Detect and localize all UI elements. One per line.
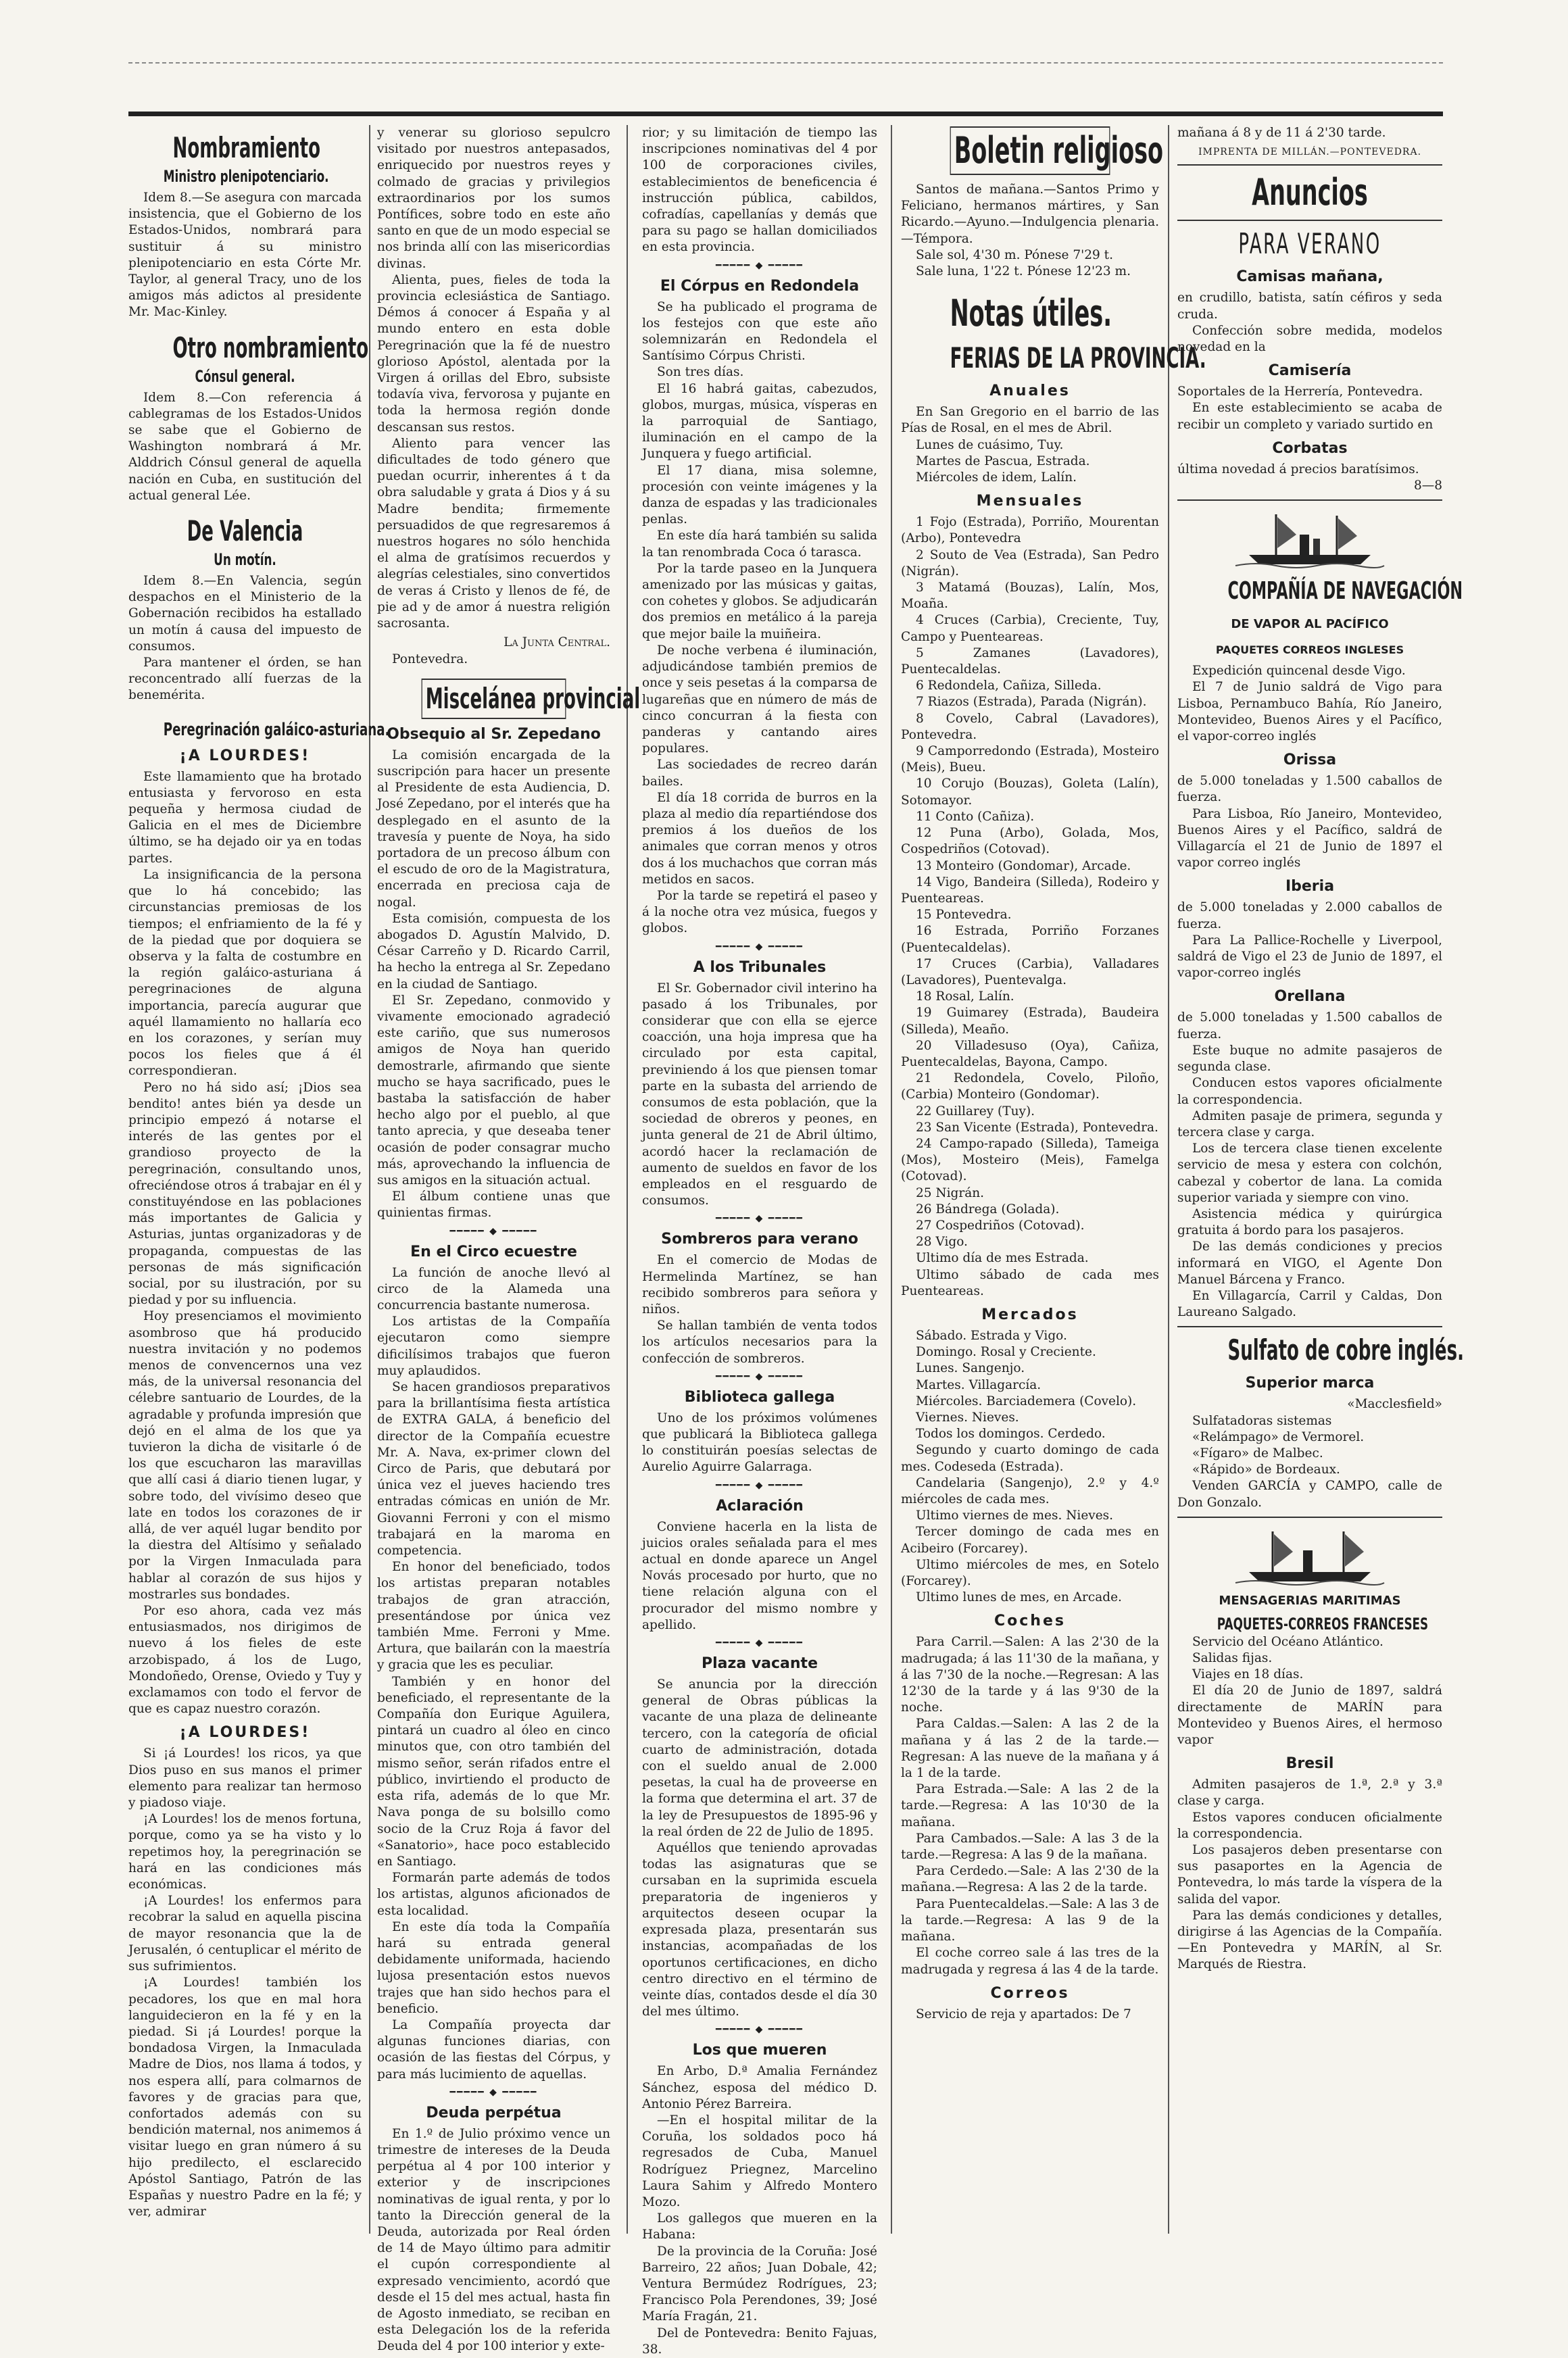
section-title: A los Tribunales <box>693 958 827 976</box>
list-item: 7 Riazos (Estrada), Parada (Nigrán). <box>916 695 1147 710</box>
paragraph: Por eso ahora, cada vez más entusiasmados, nos dirigimos de nuevo á los fieles de este arzobispado, á los de Lugo, Mondoñedo, Orense, Oviedo y Tuy y exclamamos con todo el fervor de que es capaz nuestro corazón. <box>128 1604 362 1717</box>
paragraph: Sale luna, 1'22 t. Pónese 12'23 m. <box>916 264 1131 279</box>
paragraph: Esta comisión, compuesta de los abogados D. Agustín Malvido, D. César Carreño y D. Ricardo Carril, ha hecho la entrega al Sr. Zepedano en la ciudad de Santiago. <box>377 911 610 991</box>
list-item: 4 Cruces (Carbia), Creciente, Tuy, Campo y Puenteareas. <box>901 613 1159 644</box>
column-3 <box>642 125 877 2357</box>
paragraph: Por la tarde paseo en la Junquera amenizado por las músicas y gaitas, con cohetes y globos. Se adjudicarán dos premios en metálico á la pareja que mejor baile la muiñeira. <box>642 561 877 641</box>
list-item: Miércoles de idem, Lalín. <box>916 470 1077 485</box>
headline-notas-utiles: Notas útiles. <box>950 292 1112 335</box>
ship-name: Orissa <box>1283 752 1337 769</box>
subhead-lourdes: ¡A LOURDES! <box>179 747 311 764</box>
headline-compania-navegacion: COMPAÑÍA DE NAVEGACIÓN <box>1227 577 1463 606</box>
list-item: En San Gregorio en el barrio de las Pías de Rosal, en el mes de Abril. <box>901 405 1159 436</box>
list-item: Para Cerdedo.—Sale: A las 2'30 de la mañana.—Regresa: A las 2 de la tarde. <box>901 1864 1159 1895</box>
paragraph: Santos de mañana.—Santos Primo y Feliciano, hermanos mártires, y San Ricardo.—Ayuno.—Indulgencia plenaria.—Témpora. <box>901 182 1159 246</box>
paragraph: El Sr. Gobernador civil interino ha pasado á los Tribunales, por considerar que con ella se ejerce coacción, una hoja impresa que ha circulado por esta capital, previniendo á los que piensen tomar parte en la subasta del arriendo de consumos de esta población, que la sociedad de obreros y peones, en junta general de 21 de Abril último, acordó hacer la reclamación de aumento de sueldos en favor de los empleados en el resguardo de consumos. <box>642 981 877 1208</box>
headline-ferias: FERIAS DE LA PROVINCIA. <box>950 341 1206 375</box>
paragraph: En Arbo, D.ª Amalia Fernández Sánchez, esposa del médico D. Antonio Pérez Barreira. <box>642 2064 877 2111</box>
paragraph: La función de anoche llevó al circo de la Alameda una concurrencia bastante numerosa. <box>377 1265 610 1312</box>
section-title: Coches <box>994 1613 1066 1630</box>
section-title: Deuda perpétua <box>426 2104 562 2121</box>
paragraph: En 1.º de Julio próximo vence un trimestre de intereses de la Deuda perpétua al 4 por 100 interior y exterior y de inscripciones nominativas de igual renta, y por lo tanto la Dirección general de la Deuda, autorizada por Real órden de 14 de Mayo último para admitir el cupón correspondiente al expresado vencimiento, acordó que desde el 15 del mes actual, hasta fin de Agosto inmediato, se reciban en esta Delegación los de la referida Deuda del 4 por 100 interior y exte- <box>377 2126 610 2354</box>
paragraph: Idem 8.—Se asegura con marcada insistencia, que el Gobierno de los Estados-Unidos, nombrará para sustituir á su ministro plenipotenciario en esta Córte Mr. Taylor, al general Tracy, uno de los amigos más adictos al presidente Mr. Mac-Kinley. <box>128 191 362 320</box>
paragraph: Conducen estos vapores oficialmente la correspondencia. <box>1177 1076 1442 1107</box>
section-title: El Córpus en Redondela <box>660 277 860 295</box>
headline-otro-nombramiento: Otro nombramiento <box>172 330 369 364</box>
list-item: 24 Campo-rapado (Silleda), Tameiga (Mos), Mosteiro (Meis), Famelga (Cotovad). <box>901 1136 1159 1184</box>
headline-sulfato: Sulfato de cobre inglés. <box>1227 1333 1464 1367</box>
headline-miscelanea: Miscelánea provincial <box>422 679 566 719</box>
paragraph: En este día toda la Compañía hará su entrada general debidamente uniformada, haciendo lujosa presentación estos nuevos trajes que han sido hechos para el beneficio. <box>377 1919 610 2016</box>
list-item: 16 Estrada, Porriño Forzanes (Puentecaldelas). <box>901 924 1159 955</box>
paragraph: última novedad á precios baratísimos. <box>1177 462 1419 476</box>
paragraph: Del de Pontevedra: Benito Fajuas, 38. <box>642 2326 877 2357</box>
paragraph: Conviene hacerla en la lista de juicios orales señalada para el mes actual en donde aparece un Angel Novás procesado por hurto, que no tiene relación alguna con el procurador del mismo nombre y apellido. <box>642 1519 877 1632</box>
section-title: Obsequio al Sr. Zepedano <box>387 725 601 743</box>
list-item: 3 Matamá (Bouzas), Lalín, Mos, Moaña. <box>901 581 1159 612</box>
paragraph: Pero no há sido así; ¡Dios sea bendito! antes bién ya desde un principio empezó á notarse el interés de las gentes por el grandioso proyecto de la peregrinación, consultando unos, ofreciéndose otros á trabajar en él y constituyéndose en las poblaciones más importantes de Galicia y Asturias, juntas organizadoras y de propaganda, compuestas de las personas de más significación social, por su ilustración, por su piedad y por su influencia. <box>128 1080 362 1308</box>
list-item: 6 Redondela, Cañiza, Silleda. <box>916 679 1102 693</box>
paragraph: El 7 de Junio saldrá de Vigo para Lisboa, Pernambuco Bahía, Río Janeiro, Montevideo, Buenos Aires y el Pacífico, el vapor-correo inglés <box>1177 680 1442 744</box>
section-title: Mercados <box>981 1306 1079 1323</box>
paragraph: Sale sol, 4'30 m. Pónese 7'29 t. <box>916 247 1113 262</box>
subhead-lourdes: ¡A LOURDES! <box>179 1724 311 1742</box>
section-title: Correos <box>990 1984 1070 2002</box>
separator-ornament <box>642 1371 877 1382</box>
headline-valencia: De Valencia <box>187 514 303 548</box>
paragraph: ¡A Lourdes! también los pecadores, los que en mal hora languidecieron en la fé y en la piedad. Si ¡á Lourdes! porque la bondadosa Virgen, la Inmaculada Madre de Dios, nos llama á todos, y nos espera allí, para colmarnos de favores y de gracias para que, confortados además con su bendición maternal, nos animemos á visitar luego en gran número á su hijo predilecto, el esclarecido Apóstol Santiago, Patrón de las Españas y nuestro Padre en la fé; y ver, admirar <box>128 1975 362 2219</box>
list-item: Todos los domingos. Cerdedo. <box>916 1427 1106 1442</box>
paragraph: Uno de los próximos volúmenes que publicará la Biblioteca gallega lo constituirán poesías selectas de Aurelio Aguirre Galarraga. <box>642 1410 877 1475</box>
list-item: Ultimo día de mes Estrada. <box>916 1251 1089 1266</box>
paragraph: Aquéllos que teniendo aprovadas todas las asignaturas que se cursaban en la suprimida escuela preparatoria de ingenieros y arquitectos deseen ocupar la expresada plaza, presentarán sus instancias, acompañadas de los oportunos certificaciones, en dicho centro directivo en el término de veinte días, contados desde el día 30 del mes último. <box>642 1841 877 2019</box>
list-item: 15 Pontevedra. <box>916 908 1012 923</box>
list-item: Lunes. Sangenjo. <box>916 1361 1025 1376</box>
paragraph: Se hallan también de venta todos los artículos necesarios para la confección de sombreros. <box>642 1319 877 1366</box>
ship-name: Bresil <box>1285 1755 1334 1773</box>
subhead: Cónsul general. <box>195 366 295 386</box>
subhead: Un motín. <box>214 550 276 570</box>
list-item: 1 Fojo (Estrada), Porriño, Mourentan (Arbo), Pontevedra <box>901 515 1159 546</box>
paragraph: Sulfatadoras sistemas <box>1192 1413 1332 1428</box>
paragraph: ¡A Lourdes! los de menos fortuna, porque, como ya se ha visto y lo repetimos hoy, la peregrinación se hará en las condiciones más económicas. <box>128 1812 362 1892</box>
divider <box>1177 220 1442 221</box>
paragraph: —En el hospital militar de la Coruña, los soldados poco há regresados de Cuba, Manuel Rodríguez Priegnez, Marcelino Laura Sahim y Alfredo Montero Mozo. <box>642 2113 877 2209</box>
paragraph: El día 18 corrida de burros en la plaza al medio día repartiéndose dos premios á los dueños de los animales que corran menos y otros dos á los muchachos que corran más metidos en sacos. <box>642 790 877 887</box>
list-item: Tercer domingo de cada mes en Acibeiro (Forcarey). <box>901 1525 1159 1556</box>
list-item: Para Cambados.—Sale: A las 3 de la tarde.—Regresa: A las 9 de la mañana. <box>901 1831 1159 1863</box>
ad-subtitle: PAQUETES CORREOS INGLESES <box>1215 643 1404 657</box>
paragraph: En el comercio de Modas de Hermelinda Martínez, se han recibido sombreros para señora y niños. <box>642 1253 877 1317</box>
separator-ornament <box>642 2024 877 2035</box>
list-item: 2 Souto de Vea (Estrada), San Pedro (Nigrán). <box>901 547 1159 579</box>
list-item: 10 Corujo (Bouzas), Goleta (Lalín), Sotomayor. <box>901 777 1159 808</box>
list-item: 14 Vigo, Bandeira (Silleda), Rodeiro y Puenteareas. <box>901 875 1159 906</box>
ship-name: Orellana <box>1274 988 1346 1006</box>
imprint-line: IMPRENTA DE MILLÁN.—PONTEVEDRA. <box>1177 144 1442 166</box>
paragraph: y venerar su glorioso sepulcro visitado por nuestros antepasados, enriquecido por nuestros reyes y colmado de gracias y privilegios extraordinarios por los sumos Pontífices, sobre todo en este año santo en que de un modo especial se nos brinda allí con las misericordias divinas. <box>377 126 610 271</box>
headline-nombramiento: Nombramiento <box>172 131 321 164</box>
ad-subtitle: Superior marca <box>1245 1375 1375 1392</box>
paragraph: Los gallegos que mueren en la Habana: <box>642 2211 877 2242</box>
signature: La Junta Central. <box>504 635 610 650</box>
paragraph: En este día hará también su salida la tan renombrada Coca ó tarasca. <box>642 529 877 560</box>
list-item: Ultimo viernes de mes. Nieves. <box>916 1508 1114 1523</box>
paragraph: El día 20 de Junio de 1897, saldrá directamente de MARÍN para Montevideo y Buenos Aires, el hermoso vapor <box>1177 1684 1442 1747</box>
ad-subtitle: MENSAGERIAS MARITIMAS <box>1219 1593 1401 1608</box>
column-separator <box>1168 125 1169 2234</box>
list-item: Martes de Pascua, Estrada. <box>916 453 1090 468</box>
ad-number: 8—8 <box>1413 478 1442 493</box>
paragraph: Para las demás condiciones y detalles, dirigirse á las Agencias de la Compañía.—En Pontevedra y MARÍN, al Sr. Marqués de Riestra. <box>1177 1908 1442 1972</box>
separator-ornament <box>642 1638 877 1648</box>
headline-paquetes-franceses: PAQUETES-CORREOS FRANCESES <box>1217 1614 1429 1634</box>
list-item: Para Estrada.—Sale: A las 2 de la tarde.—Regresa: A las 10'30 de la mañana. <box>901 1782 1159 1829</box>
paragraph: De la provincia de la Coruña: José Barreiro, 22 años; Juan Dobale, 42; Ventura Bermúdez Rodrígues, 23; Francisco Pola Perendones, 39; José María Fragán, 21. <box>642 2244 877 2324</box>
paragraph: Este buque no admite pasajeros de segunda clase. <box>1177 1043 1442 1075</box>
paragraph: Si ¡á Lourdes! los ricos, ya que Dios puso en sus manos el primer elemento para realizar tan hermoso y piadoso viaje. <box>128 1746 362 1811</box>
paragraph: Hoy presenciamos el movimiento asombroso que há producido nuestra invitación y no podemos menos de convencernos una vez más, de la universal resonancia del célebre santuario de Lourdes, de la agradable y profunda impresión que dejó en el alma de los que ya tuvieron la dicha de visitarle ó de los que escucharon las maravillas que allí casi á diario tienen lugar, y sobre todo, del vivísimo deseo que late en todos los corazones de ir allá, de ver aquél lugar bendito por la diestra del Altísimo y señalado por la Virgen Inmaculada para hablar al corazón de sus hijos y mostrarles sus bondades. <box>128 1309 362 1602</box>
list-item: 5 Zamanes (Lavadores), Puentecaldelas. <box>901 645 1159 677</box>
paragraph: Estos vapores conducen oficialmente la correspondencia. <box>1177 1810 1442 1841</box>
list-item: 26 Bándrega (Golada). <box>916 1202 1060 1217</box>
paragraph: Confección sobre medida, modelos novedad en la <box>1177 323 1442 355</box>
list-item: Candelaria (Sangenjo), 2.º y 4.º miércoles de cada mes. <box>901 1475 1159 1507</box>
list-item: Domingo. Rosal y Creciente. <box>916 1345 1096 1360</box>
column-1 <box>128 125 390 2234</box>
paragraph: Admiten pasajeros de 1.ª, 2.ª y 3.ª clase y carga. <box>1177 1777 1442 1809</box>
paragraph: Los de tercera clase tienen excelente servicio de mesa y estera con colchón, cabezal y cobertor de lana. La comida superior variada y siempre con vino. <box>1177 1141 1442 1205</box>
paragraph: Los artistas de la Compañía ejecutaron como siempre dificilísimos trabajos que fueron muy aplaudidos. <box>377 1315 610 1378</box>
paragraph: de 5.000 toneladas y 2.000 caballos de fuerza. <box>1177 900 1442 931</box>
paragraph: De noche verbena é iluminación, adjudicándose también premios de once y seis pesetas á la comparsa de lugareñas que en número de más de cinco concurran á la fiesta con panderas y cantando aires populares. <box>642 643 877 756</box>
paragraph: Expedición quincenal desde Vigo. <box>1192 664 1406 679</box>
section-title: Anuales <box>989 383 1071 400</box>
top-dashed-rule <box>128 62 1443 64</box>
list-item: Martes. Villagarcía. <box>916 1377 1042 1392</box>
section-title: Aclaración <box>716 1497 804 1515</box>
paragraph: mañana á 8 y de 11 á 2'30 tarde. <box>1177 126 1386 140</box>
steamship-icon <box>1235 1525 1384 1586</box>
list-item: 17 Cruces (Carbia), Valladares (Lavadores), Puentevalga. <box>901 956 1159 987</box>
section-title: En el Circo ecuestre <box>410 1243 577 1260</box>
paragraph: Servicio del Océano Atlántico. <box>1192 1634 1383 1649</box>
divider <box>1177 1517 1442 1518</box>
separator-ornament <box>642 941 877 952</box>
column-separator <box>627 125 628 2234</box>
list-item: 22 Guillarey (Tuy). <box>916 1104 1035 1119</box>
paragraph: La comisión encargada de la suscripción para hacer un presente al Presidente de esta Audiencia, D. José Zepedano, por el interés que ha desplegado en el asunto de la travesía y puente de Noya, ha sido portadora de un precoso álbum con el escudo de oro de la Magistratura, encerrada en preciosa caja de nogal. <box>377 747 610 910</box>
list-item: Miércoles. Barciademera (Covelo). <box>916 1394 1137 1408</box>
headline-anuncios: Anuncios <box>1252 171 1368 214</box>
separator-ornament <box>642 1213 877 1224</box>
column-separator <box>891 125 892 2234</box>
section-title: Sombreros para verano <box>661 1231 858 1248</box>
ad-subtitle: Camisas mañana, <box>1236 268 1383 286</box>
subhead: Ministro plenipotenciario. <box>163 167 329 186</box>
paragraph: Se hacen grandiosos preparativos para la brillantísima fiesta artística de EXTRA GALA, á beneficio del director de la Compañía ecuestre Mr. A. Nava, ex-primer clown del Circo de Paris, que debutará por única vez el jueves haciendo tres entradas cómicas en unión de Mr. Giovanni Ferroni y con el mismo trabajará en la maroma en competencia. <box>377 1380 610 1558</box>
list-item: Para Puentecaldelas.—Sale: A las 3 de la tarde.—Regresa: A las 9 de la mañana. <box>901 1896 1159 1944</box>
list-item: 19 Guimarey (Estrada), Baudeira (Silleda), Meaño. <box>901 1006 1159 1037</box>
paragraph: También y en honor del beneficiado, el representante de la Compañía don Eurique Aguilera, pintará un cuadro al óleo en cinco minutos que, con otro también del mismo señor, serán rifados entre el público, invirtiendo el producto de esta rifa, además de lo que Mr. Nava ponga de su bolsillo como socio de la Cruz Roja á favor del «Sanatorio», hace poco establecido en Santiago. <box>377 1674 610 1869</box>
paragraph: En Villagarcía, Carril y Caldas, Don Laureano Salgado. <box>1177 1288 1442 1320</box>
list-item: El coche correo sale á las tres de la madrugada y regresa á las 4 de la tarde. <box>901 1946 1159 1977</box>
paragraph: Salidas fijas. <box>1192 1650 1273 1665</box>
separator-ornament <box>377 2087 610 2098</box>
column-4 <box>901 125 1206 2234</box>
paragraph: El 17 diana, misa solemne, procesión con veinte imágenes y la danza de espadas y las tradicionales penlas. <box>642 463 877 527</box>
paragraph: En honor del beneficiado, todos los artistas preparan notables trabajos de gran atracción, presentándose por única vez también Mme. Ferroni y Mme. Artura, que bailarán con la maestría y gracia que les es peculiar. <box>377 1560 610 1673</box>
paragraph: Soportales de la Herrería, Pontevedra. <box>1177 385 1423 399</box>
paragraph: Asistencia médica y quirúrgica gratuita á bordo para los pasajeros. <box>1177 1206 1442 1238</box>
paragraph: «Fígaro» de Malbec. <box>1192 1446 1323 1460</box>
divider <box>1177 1326 1442 1327</box>
ad-title: PARA VERANO <box>1238 227 1381 261</box>
paragraph: en crudillo, batista, satín céfiros y seda cruda. <box>1177 291 1442 322</box>
list-item: Ultimo miércoles de mes, en Sotelo (Forcarey). <box>901 1557 1159 1589</box>
place-line: Pontevedra. <box>392 652 468 666</box>
brand-name: «Macclesfield» <box>1347 1397 1442 1412</box>
paragraph: Formarán parte además de todos los artistas, algunos aficionados de esta localidad. <box>377 1871 610 1918</box>
list-item: 12 Puna (Arbo), Golada, Mos, Cospedriños (Cotovad). <box>901 826 1159 857</box>
ad-subtitle: Camisería <box>1268 362 1352 380</box>
paragraph: de 5.000 toneladas y 1.500 caballos de fuerza. <box>1177 1010 1442 1041</box>
list-item: 9 Camporredondo (Estrada), Mosteiro (Meis), Bueu. <box>901 744 1159 775</box>
separator-ornament <box>642 260 877 271</box>
paragraph: Viajes en 18 días. <box>1192 1667 1304 1682</box>
list-item: Ultimo lunes de mes, en Arcade. <box>916 1590 1122 1605</box>
paragraph: El Sr. Zepedano, conmovido y vivamente emocionado agradeció este cariño, que sus numerosos amigos de Noya han querido demostrarle, afirmando que siente mucho se haya sacrificado, pues le bastaba la satisfacción de haber hecho algo por el pueblo, al que tanto aprecia, y que deseaba tener ocasión de poder consagrar mucho más, aprovechando la influencia de sus amigos en la situación actual. <box>377 993 610 1187</box>
paragraph: Por la tarde se repetirá el paseo y á la noche otra vez música, fuegos y globos. <box>642 888 877 936</box>
divider <box>1177 499 1442 501</box>
paragraph: Los pasajeros deben presentarse con sus pasaportes en la Agencia de Pontevedra, lo más tarde la víspera de la salida del vapor. <box>1177 1843 1442 1907</box>
ad-subtitle: DE VAPOR AL PACÍFICO <box>1231 617 1389 632</box>
list-item: Sábado. Estrada y Vigo. <box>916 1328 1067 1343</box>
paragraph: De las demás condiciones y precios informará en VIGO, el Agente Don Manuel Bárcena y Franco. <box>1177 1239 1442 1287</box>
paragraph: ¡A Lourdes! los enfermos para recobrar la salud en aquella piscina de mayor resonancia que la de Jerusalén, ó centuplicar el mérito de sus sufrimientos. <box>128 1894 362 1974</box>
list-item: Viernes. Nieves. <box>916 1410 1019 1425</box>
paragraph: Idem 8.—En Valencia, según despachos en el Ministerio de la Gobernación recibidos ha estallado un motín á causa del impuesto de consumos. <box>128 574 362 654</box>
paragraph: «Relámpago» de Vermorel. <box>1192 1429 1365 1444</box>
paragraph: Para La Pallice-Rochelle y Liverpool, saldrá de Vigo el 23 de Junio de 1897, el vapor-correo inglés <box>1177 933 1442 981</box>
paragraph: La insignificancia de la persona que lo há concebido; las circunstancias premiosas de los tiempos; el enfriamiento de la fé y de la piedad que por doquiera se observa y la falta de costumbre en la región galáico-asturiana á peregrinaciones de alguna importancia, parecía augurar que aquél llamamiento no hallaría eco en los corazones, y serían muy pocos los fieles que á él correspondieran. <box>128 867 362 1079</box>
paragraph: «Rápido» de Bordeaux. <box>1192 1463 1340 1477</box>
paragraph: Se ha publicado el programa de los festejos con que este año solemnizarán en Redondela el Santísimo Córpus Christi. <box>642 299 877 364</box>
paragraph: Para mantener el órden, se han reconcentrado allí fuerzas de la benemérita. <box>128 656 362 703</box>
paragraph: Para Lisboa, Río Janeiro, Montevideo, Buenos Aires y el Pacífico, saldrá de Villagarcía el 21 de Junio de 1897 el vapor correo inglés <box>1177 806 1442 870</box>
paragraph: En este establecimiento se acaba de recibir un completo y variado surtido en <box>1177 401 1442 432</box>
separator-ornament <box>377 1226 610 1237</box>
paragraph: La Compañía proyecta dar algunas funciones diarias, con ocasión de las fiestas del Córpus, y para más lucimiento de aquellas. <box>377 2017 610 2082</box>
column-2 <box>377 125 641 2354</box>
paragraph: Venden GARCÍA y CAMPO, calle de Don Gonzalo. <box>1177 1479 1442 1510</box>
list-item: Lunes de cuásimo, Tuy. <box>916 437 1064 452</box>
paragraph: El 16 habrá gaitas, cabezudos, globos, murgas, música, vísperas en la parroquial de Santiago, iluminación en el campo de la Junquera y fuego artificial. <box>642 381 877 462</box>
column-separator <box>369 125 370 2234</box>
list-item: Servicio de reja y apartados: De 7 <box>916 2007 1131 2021</box>
list-item: 21 Redondela, Covelo, Piloño, (Carbia) Monteiro (Gondomar). <box>901 1071 1159 1102</box>
section-title: Los que mueren <box>692 2042 827 2059</box>
list-item: 8 Covelo, Cabral (Lavadores), Pontevedra. <box>901 711 1159 742</box>
list-item: 23 San Vicente (Estrada), Pontevedra. <box>916 1120 1158 1135</box>
list-item: Ultimo sábado de cada mes Puenteareas. <box>901 1267 1159 1298</box>
headline-peregrinacion: Peregrinación galáico-asturiana. <box>163 719 390 740</box>
paragraph: Admiten pasaje de primera, segunda y tercera clase y carga. <box>1177 1108 1442 1139</box>
paragraph: Se anuncia por la dirección general de Obras públicas la vacante de una plaza de delineante tercero, con la categoría de oficial cuarto de administración, dotada con el sueldo anual de 2.000 pesetas, la cual ha de proveerse en la forma que determina el art. 37 de la ley de Presupuestos de 1895-96 y la real órden de 22 de Julio de 1895. <box>642 1677 877 1839</box>
section-title: Mensuales <box>976 493 1084 510</box>
column-5 <box>1177 125 1464 2234</box>
list-item: 27 Cospedriños (Cotovad). <box>916 1218 1085 1233</box>
list-item: Para Carril.—Salen: A las 2'30 de la madrugada; á las 11'30 de la mañana, y á las 7'30 de la noche.—Regresan: A las 12'30 de la tarde y á las 9'30 de la noche. <box>901 1635 1159 1715</box>
ship-name: Iberia <box>1285 878 1335 895</box>
steamship-icon <box>1235 508 1384 568</box>
list-item: 11 Conto (Cañiza). <box>916 809 1035 824</box>
list-item: 20 Villadesuso (Oya), Cañiza, Puentecaldelas, Bayona, Campo. <box>901 1038 1159 1069</box>
separator-ornament <box>642 1480 877 1491</box>
paragraph: Alienta, pues, fieles de toda la provincia eclesiástica de Santiago. Démos á conocer á España y al mundo entero en esta doble Peregrinación que la fé de nuestro glorioso Apóstol, alentada por la Virgen á orillas del Ebro, subsiste todavía viva, fervorosa y pujante en toda la hermosa región donde descansan sus restos. <box>377 272 610 435</box>
ad-subtitle: Corbatas <box>1272 439 1348 457</box>
list-item: 25 Nigrán. <box>916 1185 985 1200</box>
paragraph: de 5.000 toneladas y 1.500 caballos de fuerza. <box>1177 774 1442 805</box>
list-item: 13 Monteiro (Gondomar), Arcade. <box>916 858 1131 873</box>
headline-boletin-religioso: Boletin religioso <box>950 126 1110 175</box>
list-item: Para Caldas.—Salen: A las 2 de la mañana y á las 2 de la tarde.—Regresan: A las nueve de la mañana y á la 1 de la tarde. <box>901 1717 1159 1781</box>
paragraph: Idem 8.—Con referencia á cablegramas de los Estados-Unidos se sabe que el Gobierno de Washington nombrará á Mr. Alddrich Cónsul general de aquella nación en Cuba, en sustitución del actual general Lée. <box>128 390 362 503</box>
paragraph: Aliento para vencer las dificultades de todo género que puedan ocurrir, inherentes á t da obra saludable y grata á Dios y á su Madre bendita; firmemente persuadidos de que regresaremos á nuestros hogares no sólo henchida el alma de gratísimos recuerdos y alegrías celestiales, sino convertidos de veras á Cristo y llenos de fé, de pie ad y de amor á nuestra religión sacrosanta. <box>377 436 610 631</box>
list-item: 28 Vigo. <box>916 1235 968 1250</box>
paragraph: Este llamamiento que ha brotado entusiasta y fervoroso en esta pequeña y hermosa ciudad de Galicia en el mes de Diciembre último, se ha dejado oir ya en todas partes. <box>128 769 362 866</box>
list-item: 18 Rosal, Lalín. <box>916 989 1014 1004</box>
section-title: Biblioteca gallega <box>684 1388 835 1406</box>
paragraph: Las sociedades de recreo darán bailes. <box>642 758 877 789</box>
section-title: Plaza vacante <box>702 1655 818 1673</box>
paragraph: El álbum contiene unas que quinientas firmas. <box>377 1189 610 1221</box>
paragraph: Son tres días. <box>657 365 744 380</box>
list-item: Segundo y cuarto domingo de cada mes. Codeseda (Estrada). <box>901 1443 1159 1474</box>
paragraph: rior; y su limitación de tiempo las inscripciones nominativas del 4 por 100 de corporaciones civiles, establecimientos de beneficencia é instrucción pública, cabildos, cofradías, capellanías y demás que para su pago se hallan domiciliados en esta provincia. <box>642 126 877 255</box>
top-rule <box>128 112 1443 116</box>
